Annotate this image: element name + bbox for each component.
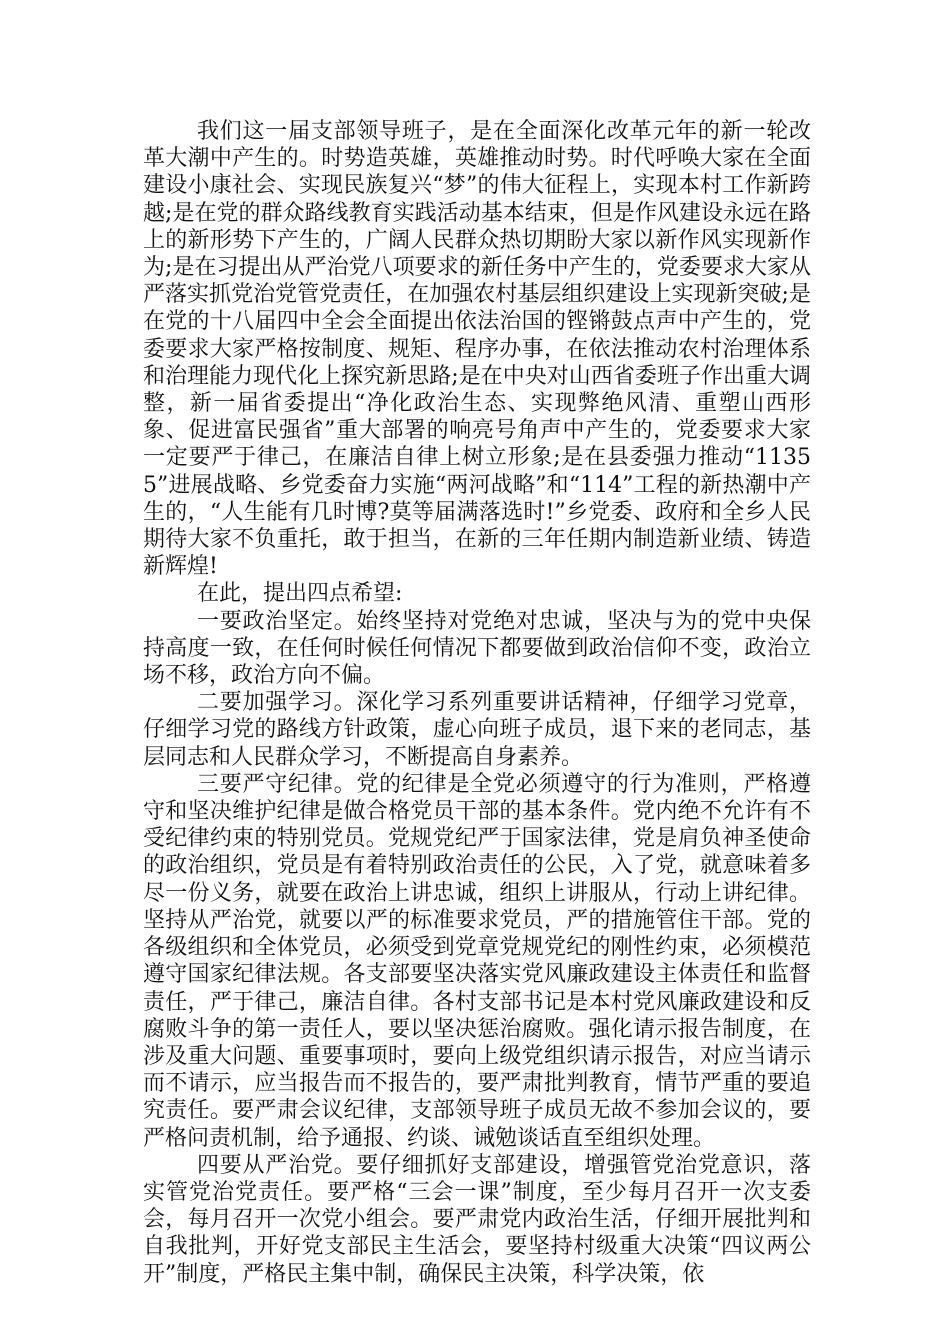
document-body — [143, 118, 811, 1288]
paragraph-hope-discipline: 三要严守纪律。党的纪律是全党必须遵守的行为准则，严格遵守和坚决维护纪律是做合格党员干部的基本条件。党内绝不允许有不受纪律约束的特别党员。党规党纪严于国家法律，党是肩负神圣使命的政治组织，党员是有着特别政治责任的公民，入了党，就意味着多尽一份义务，就要在政治上讲忠诚，组织上讲服从，行动上讲纪律。坚持从严治党，就要以严的标准要求党员，严的措施管住干部。党的各级组织和全体党员，必须受到党章党规党纪的刚性约束，必须模范遵守国家纪律法规。各支部要坚决落实党风廉政建设主体责任和监督责任，严于律己，廉洁自律。各村支部书记是本村党风廉政建设和反腐败斗争的第一责任人，要以坚决惩治腐败。强化请示报告制度，在涉及重大问题、重要事项时，要向上级党组织请示报告，对应当请示而不请示，应当报告而不报告的，要严肃批判教育，情节严重的要追究责任。要严肃会议纪律，支部领导班子成员无故不参加会议的，要严格问责机制，给予通报、约谈、诫勉谈话直至组织处理。 — [143, 771, 811, 1151]
paragraph-hope-study: 二要加强学习。深化学习系列重要讲话精神，仔细学习党章，仔细学习党的路线方针政策，虚心向班子成员，退下来的老同志，基层同志和人民群众学习，不断提高自身素养。 — [143, 690, 811, 770]
paragraph-hope-strict-governance: 四要从严治党。要仔细抓好支部建设，增强管党治党意识，落实管党治党责任。要严格“三会一课”制度，至少每月召开一次支委会，每月召开一次党小组会。要严肃党内政治生活，仔细开展批判和自我批判，开好党支部民主生活会，要坚持村级重大决策“四议两公开”制度，严格民主集中制，确保民主决策，科学决策，依 — [143, 1152, 811, 1287]
paragraph-hope-political-firmness: 一要政治坚定。始终坚持对党绝对忠诚，坚决与为的党中央保持高度一致，在任何时候任何情况下都要做到政治信仰不变，政治立场不移，政治方向不偏。 — [143, 608, 811, 689]
paragraph-four-hopes-intro: 在此，提出四点希望: — [197, 581, 403, 607]
paragraph-team-origin: 我们这一届支部领导班子，是在全面深化改革元年的新一轮改革大潮中产生的。时势造英雄，英雄推动时势。时代呼唤大家在全面建设小康社会、实现民族复兴“梦”的伟大征程上，实现本村工作新跨越;是在党的群众路线教育实践活动基本结束，但是作风建设永远在路上的新形势下产生的，广阔人民群众热切期盼大家以新作风实现新作为;是在习提出从严治党八项要求的新任务中产生的，党委要求大家从严落实抓党治党管党责任，在加强农村基层组织建设上实现新突破;是在党的十八届四中全会全面提出依法治国的铿锵鼓点声中产生的，党委要求大家严格按制度、规矩、程序办事，在依法推动农村治理体系和治理能力现代化上探究新思路;是在中央对山西省委班子作出重大调整，新一届省委提出“净化政治生态、实现弊绝风清、重塑山西形象、促进富民强省”重大部署的响亮号角声中产生的，党委要求大家一定要严于律己，在廉洁自律上树立形象;是在县委强力推动“11355”进展战略、乡党委奋力实施“两河战略”和“114”工程的新热潮中产生的，“人生能有几时博?莫等届满落选时!”乡党委、政府和全乡人民期待大家不负重托，敢于担当，在新的三年任期内制造新业绩、铸造新辉煌! — [143, 119, 811, 580]
